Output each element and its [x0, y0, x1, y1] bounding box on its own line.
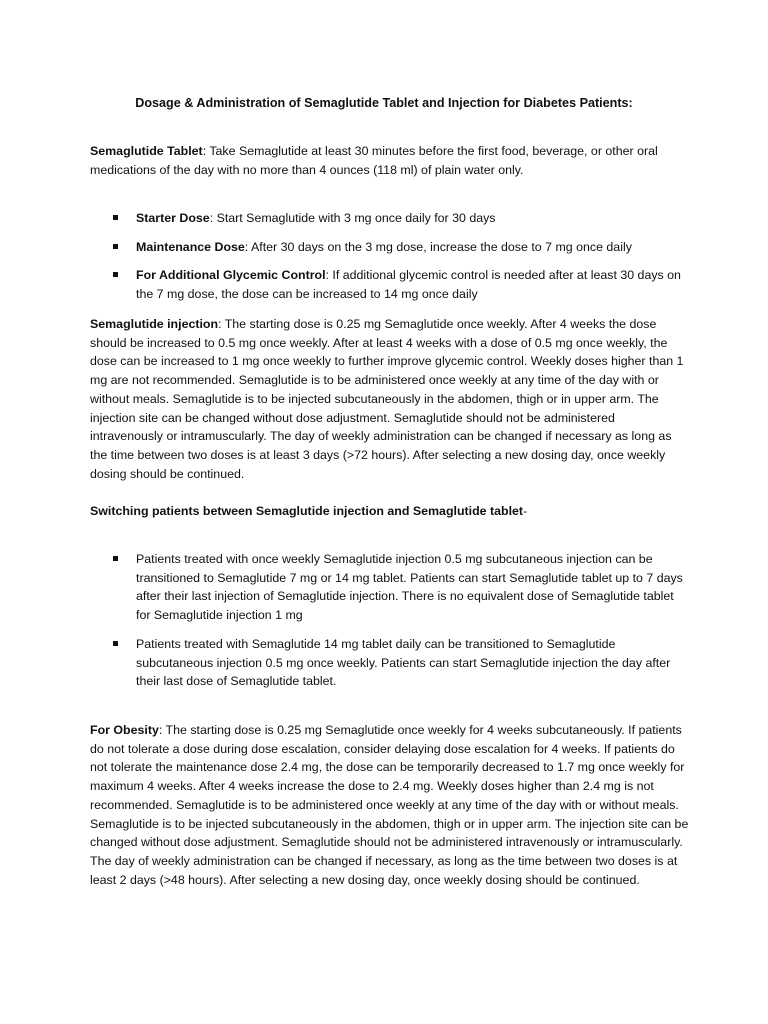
list-item	[90, 238, 690, 257]
tablet-label: Semaglutide Tablet	[90, 144, 203, 158]
bullet-text: Patients treated with once weekly Semaglutide injection 0.5 mg subcutaneous injection can be transitioned to Semaglutide 7 mg or 14 mg tablet. Patients can start Semaglutide tablet up to 7 days after their last injection of Semaglutide injection. There is no equivalent dose of Semaglutide tablet for Semaglutide injection 1 mg	[136, 552, 683, 623]
switching-heading-dash: -	[523, 504, 528, 518]
obesity-paragraph	[90, 721, 690, 889]
bullet-label: For Additional Glycemic Control	[136, 268, 326, 283]
square-bullet-icon	[113, 272, 118, 277]
document-title: Dosage & Administration of Semaglutide Tablet and Injection for Diabetes Patients:	[135, 96, 633, 110]
bullet-label: Starter Dose	[136, 211, 210, 225]
list-item	[90, 209, 690, 228]
tablet-dose-list	[90, 209, 690, 304]
list-item	[90, 635, 690, 691]
obesity-label: For Obesity	[90, 723, 159, 737]
switching-heading-text: Switching patients between Semaglutide injection and Semaglutide tablet	[90, 504, 524, 518]
injection-text: : The starting dose is 0.25 mg Semaglutide once weekly. After 4 weeks the dose should be increased to 0.5 mg once weekly. After at least 4 weeks with a dose of 0.5 mg once weekly, the dose can be increased to 1 mg once weekly to further improve glycemic control. Weekly doses higher than 1 mg are not recommended. Semaglutide is to be administered once weekly at any time of the day with or without meals. Semaglutide is to be injected subcutaneously in the abdomen, thigh or in upper arm. The injection site can be changed without dose adjustment. Semaglutide should not be administered intravenously or intramuscularly. The day of weekly administration can be changed if necessary as long as the time between two doses is at least 3 days (>72 hours). After selecting a new dosing day, once weekly dosing should be continued.	[90, 317, 684, 481]
square-bullet-icon	[113, 641, 118, 646]
square-bullet-icon	[113, 244, 118, 249]
list-item	[90, 266, 690, 303]
bullet-text: Patients treated with Semaglutide 14 mg tablet daily can be transitioned to Semaglutide subcutaneous injection 0.5 mg once weekly. Patients can start Semaglutide injection the day after their last dose of Semaglutide tablet.	[136, 636, 671, 689]
injection-label: Semaglutide injection	[90, 317, 219, 331]
switching-list	[90, 550, 690, 691]
list-item	[90, 550, 690, 625]
bullet-text: : If additional glycemic control is needed after at least 30 days on the 7 mg dose, the dose can be increased to 14 mg once daily	[136, 268, 681, 302]
bullet-text: : Start Semaglutide with 3 mg once daily for 30 days	[209, 211, 496, 225]
switching-heading	[90, 502, 690, 521]
tablet-text: : Take Semaglutide at least 30 minutes before the first food, beverage, or other oral medications of the day with no more than 4 ounces (118 ml) of plain water only.	[90, 144, 658, 177]
bullet-label: Maintenance Dose	[136, 239, 245, 254]
square-bullet-icon	[113, 556, 118, 561]
tablet-paragraph	[90, 142, 690, 179]
square-bullet-icon	[113, 215, 118, 220]
bullet-text: : After 30 days on the 3 mg dose, increase the dose to 7 mg once daily	[244, 239, 632, 254]
obesity-text: : The starting dose is 0.25 mg Semaglutide once weekly for 4 weeks subcutaneously. If patients do not tolerate a dose during dose escalation, consider delaying dose escalation for 4 weeks. If patients do not tolerate the maintenance dose 2.4 mg, the dose can be temporarily decreased to 1.7 mg once weekly for maximum 4 weeks. After 4 weeks increase the dose to 2.4 mg. Weekly doses higher than 2.4 mg is not recommended. Semaglutide is to be administered once weekly at any time of the day with or without meals. Semaglutide is to be injected subcutaneously in the abdomen, thigh or in upper arm. The injection site can be changed without dose adjustment. Semaglutide should not be administered intravenously or intramuscularly. The day of weekly administration can be changed if necessary, as long as the time between two doses is at least 2 days (>48 hours). After selecting a new dosing day, once weekly dosing should be continued.	[90, 723, 689, 887]
injection-paragraph	[90, 315, 690, 483]
